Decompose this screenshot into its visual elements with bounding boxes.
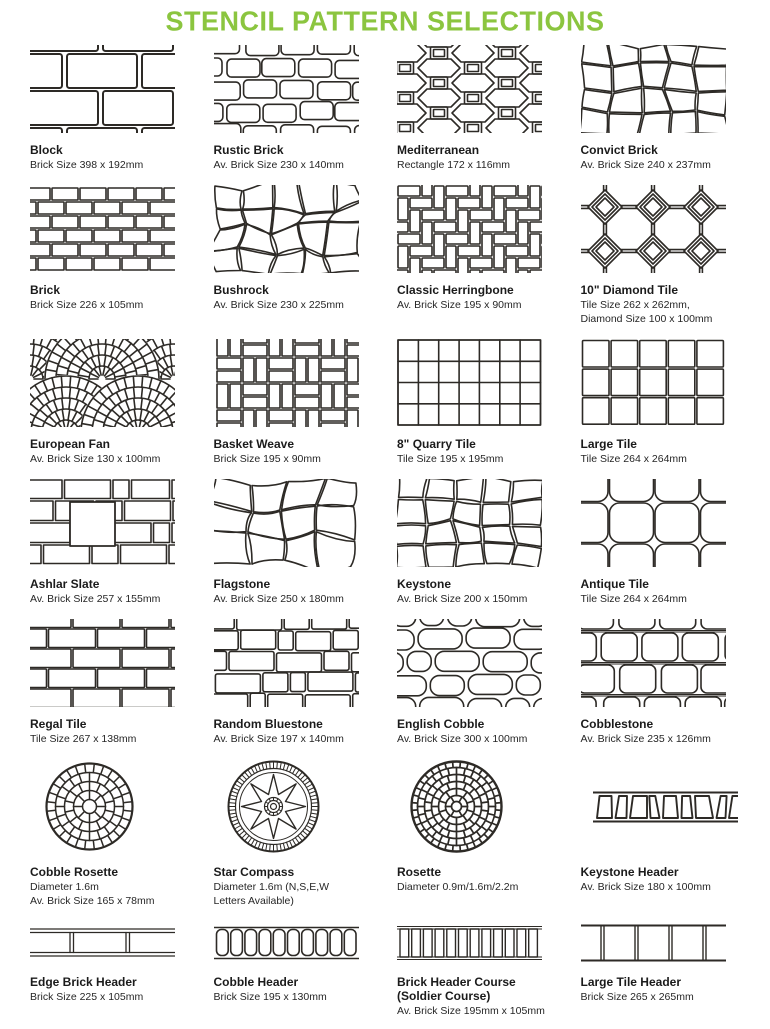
pattern-size: Av. Brick Size 200 x 150mm — [397, 593, 567, 607]
pattern-name: Ashlar Slate — [30, 577, 200, 591]
pattern-size: Tile Size 264 x 264mm — [581, 453, 751, 467]
pattern-name: Cobblestone — [581, 717, 751, 731]
mediterranean-swatch — [397, 43, 567, 135]
pattern-card-herringbone — [397, 183, 567, 337]
pattern-card-bushrock — [214, 183, 384, 337]
pattern-card-large-tile — [581, 337, 751, 477]
pattern-card-basket-weave — [214, 337, 384, 477]
large-tile-swatch — [581, 337, 751, 429]
keystone-swatch — [397, 477, 567, 569]
pattern-size: Tile Size 267 x 138mm — [30, 733, 200, 747]
brick-swatch — [30, 183, 200, 275]
diamond-tile-pattern-drawing — [581, 185, 726, 273]
pattern-card-large-tile-header — [581, 919, 751, 1029]
pattern-size: Av. Brick Size 230 x 225mm — [214, 299, 384, 313]
bushrock-pattern-drawing — [214, 185, 359, 273]
quarry-tile-pattern-drawing — [397, 339, 542, 427]
pattern-card-flagstone — [214, 477, 384, 617]
brick-header-course-pattern-drawing — [397, 922, 542, 964]
pattern-card-rustic-brick — [214, 43, 384, 183]
regal-tile-pattern-drawing — [30, 619, 175, 707]
pattern-name: Keystone — [397, 577, 567, 591]
keystone-header-swatch — [581, 757, 751, 857]
regal-tile-swatch — [30, 617, 200, 709]
pattern-card-block — [30, 43, 200, 183]
large-tile-header-swatch — [581, 919, 751, 967]
brick-header-course-swatch — [397, 919, 567, 967]
pattern-size: Diameter 0.9m/1.6m/2.2m — [397, 881, 567, 895]
pattern-name: Brick — [30, 283, 200, 297]
herringbone-swatch — [397, 183, 567, 275]
random-bluestone-pattern-drawing — [214, 619, 359, 707]
pattern-catalog-grid — [0, 39, 770, 1029]
pattern-size: Tile Size 264 x 264mm — [581, 593, 751, 607]
block-swatch — [30, 43, 200, 135]
pattern-card-keystone-header — [581, 757, 751, 919]
pattern-name: Edge Brick Header — [30, 975, 200, 989]
pattern-card-antique-tile — [581, 477, 751, 617]
pattern-card-cobblestone — [581, 617, 751, 757]
pattern-card-edge-brick-header — [30, 919, 200, 1029]
edge-brick-header-swatch — [30, 919, 200, 967]
antique-tile-pattern-drawing — [581, 479, 726, 567]
flagstone-pattern-drawing — [214, 479, 359, 567]
pattern-size: Tile Size 195 x 195mm — [397, 453, 567, 467]
pattern-size: Brick Size 195 x 90mm — [214, 453, 384, 467]
cobblestone-swatch — [581, 617, 751, 709]
diamond-tile-swatch — [581, 183, 751, 275]
ashlar-slate-swatch — [30, 477, 200, 569]
rosette-pattern-drawing — [409, 759, 504, 854]
pattern-size: Av. Brick Size 130 x 100mm — [30, 453, 200, 467]
pattern-card-convict-brick — [581, 43, 751, 183]
cobble-rosette-swatch — [30, 757, 200, 857]
pattern-size: Diameter 1.6m Av. Brick Size 165 x 78mm — [30, 881, 200, 909]
pattern-card-cobble-rosette — [30, 757, 200, 919]
pattern-size: Av. Brick Size 235 x 126mm — [581, 733, 751, 747]
pattern-name: Rustic Brick — [214, 143, 384, 157]
edge-brick-header-pattern-drawing — [30, 922, 175, 964]
pattern-name: Convict Brick — [581, 143, 751, 157]
large-tile-header-pattern-drawing — [581, 922, 726, 964]
convict-brick-swatch — [581, 43, 751, 135]
pattern-card-random-bluestone — [214, 617, 384, 757]
pattern-name: Mediterranean — [397, 143, 567, 157]
pattern-name: Large Tile Header — [581, 975, 751, 989]
pattern-name: Star Compass — [214, 865, 384, 879]
cobblestone-pattern-drawing — [581, 619, 726, 707]
basket-weave-pattern-drawing — [214, 339, 359, 427]
pattern-size: Av. Brick Size 240 x 237mm — [581, 159, 751, 173]
pattern-card-quarry-tile — [397, 337, 567, 477]
pattern-name: Cobble Header — [214, 975, 384, 989]
pattern-name: Regal Tile — [30, 717, 200, 731]
pattern-name: Rosette — [397, 865, 567, 879]
pattern-size: Av. Brick Size 197 x 140mm — [214, 733, 384, 747]
pattern-name: Flagstone — [214, 577, 384, 591]
pattern-size: Av. Brick Size 180 x 100mm — [581, 881, 751, 895]
pattern-name: Classic Herringbone — [397, 283, 567, 297]
star-compass-swatch — [214, 757, 384, 857]
pattern-card-european-fan — [30, 337, 200, 477]
rustic-brick-pattern-drawing — [214, 45, 359, 133]
rustic-brick-swatch — [214, 43, 384, 135]
pattern-name: Random Bluestone — [214, 717, 384, 731]
bushrock-swatch — [214, 183, 384, 275]
pattern-size: Av. Brick Size 250 x 180mm — [214, 593, 384, 607]
pattern-size: Tile Size 262 x 262mm, Diamond Size 100 x 100mm — [581, 299, 751, 327]
random-bluestone-swatch — [214, 617, 384, 709]
pattern-name: Keystone Header — [581, 865, 751, 879]
cobble-header-pattern-drawing — [214, 922, 359, 964]
english-cobble-swatch — [397, 617, 567, 709]
pattern-size: Av. Brick Size 230 x 140mm — [214, 159, 384, 173]
pattern-card-cobble-header — [214, 919, 384, 1029]
keystone-pattern-drawing — [397, 479, 542, 567]
pattern-name: Antique Tile — [581, 577, 751, 591]
ashlar-slate-pattern-drawing — [30, 479, 175, 567]
european-fan-pattern-drawing — [30, 339, 175, 427]
pattern-card-brick-header-course — [397, 919, 567, 1029]
pattern-name: Block — [30, 143, 200, 157]
pattern-card-mediterranean — [397, 43, 567, 183]
pattern-size: Rectangle 172 x 116mm — [397, 159, 567, 173]
pattern-size: Brick Size 398 x 192mm — [30, 159, 200, 173]
brick-pattern-drawing — [30, 185, 175, 273]
pattern-size: Av. Brick Size 300 x 100mm — [397, 733, 567, 747]
pattern-name: Large Tile — [581, 437, 751, 451]
cobble-header-swatch — [214, 919, 384, 967]
keystone-header-pattern-drawing — [593, 786, 738, 828]
pattern-name: Brick Header Course (Soldier Course) — [397, 975, 567, 1003]
block-pattern-drawing — [30, 45, 175, 133]
pattern-card-ashlar-slate — [30, 477, 200, 617]
pattern-size: Av. Brick Size 195 x 90mm — [397, 299, 567, 313]
pattern-card-star-compass — [214, 757, 384, 919]
pattern-size: Brick Size 195 x 130mm — [214, 991, 384, 1005]
pattern-name: English Cobble — [397, 717, 567, 731]
pattern-name: Cobble Rosette — [30, 865, 200, 879]
large-tile-pattern-drawing — [581, 339, 726, 427]
pattern-name: 10" Diamond Tile — [581, 283, 751, 297]
pattern-size: Av. Brick Size 195mm x 105mm — [397, 1005, 567, 1019]
pattern-size: Brick Size 265 x 265mm — [581, 991, 751, 1005]
convict-brick-pattern-drawing — [581, 45, 726, 133]
pattern-size: Diameter 1.6m (N,S,E,W Letters Available) — [214, 881, 384, 909]
english-cobble-pattern-drawing — [397, 619, 542, 707]
pattern-name: Basket Weave — [214, 437, 384, 451]
pattern-card-rosette — [397, 757, 567, 919]
mediterranean-pattern-drawing — [397, 45, 542, 133]
basket-weave-swatch — [214, 337, 384, 429]
pattern-card-brick — [30, 183, 200, 337]
pattern-size: Av. Brick Size 257 x 155mm — [30, 593, 200, 607]
flagstone-swatch — [214, 477, 384, 569]
antique-tile-swatch — [581, 477, 751, 569]
pattern-name: Bushrock — [214, 283, 384, 297]
pattern-card-english-cobble — [397, 617, 567, 757]
page-title: STENCIL PATTERN SELECTIONS — [0, 0, 770, 38]
cobble-rosette-pattern-drawing — [42, 759, 137, 854]
quarry-tile-swatch — [397, 337, 567, 429]
herringbone-pattern-drawing — [397, 185, 542, 273]
pattern-name: European Fan — [30, 437, 200, 451]
pattern-card-diamond-tile — [581, 183, 751, 337]
pattern-name: 8" Quarry Tile — [397, 437, 567, 451]
rosette-swatch — [397, 757, 567, 857]
star-compass-pattern-drawing — [226, 759, 321, 854]
pattern-size: Brick Size 225 x 105mm — [30, 991, 200, 1005]
pattern-size: Brick Size 226 x 105mm — [30, 299, 200, 313]
pattern-card-keystone — [397, 477, 567, 617]
european-fan-swatch — [30, 337, 200, 429]
pattern-card-regal-tile — [30, 617, 200, 757]
